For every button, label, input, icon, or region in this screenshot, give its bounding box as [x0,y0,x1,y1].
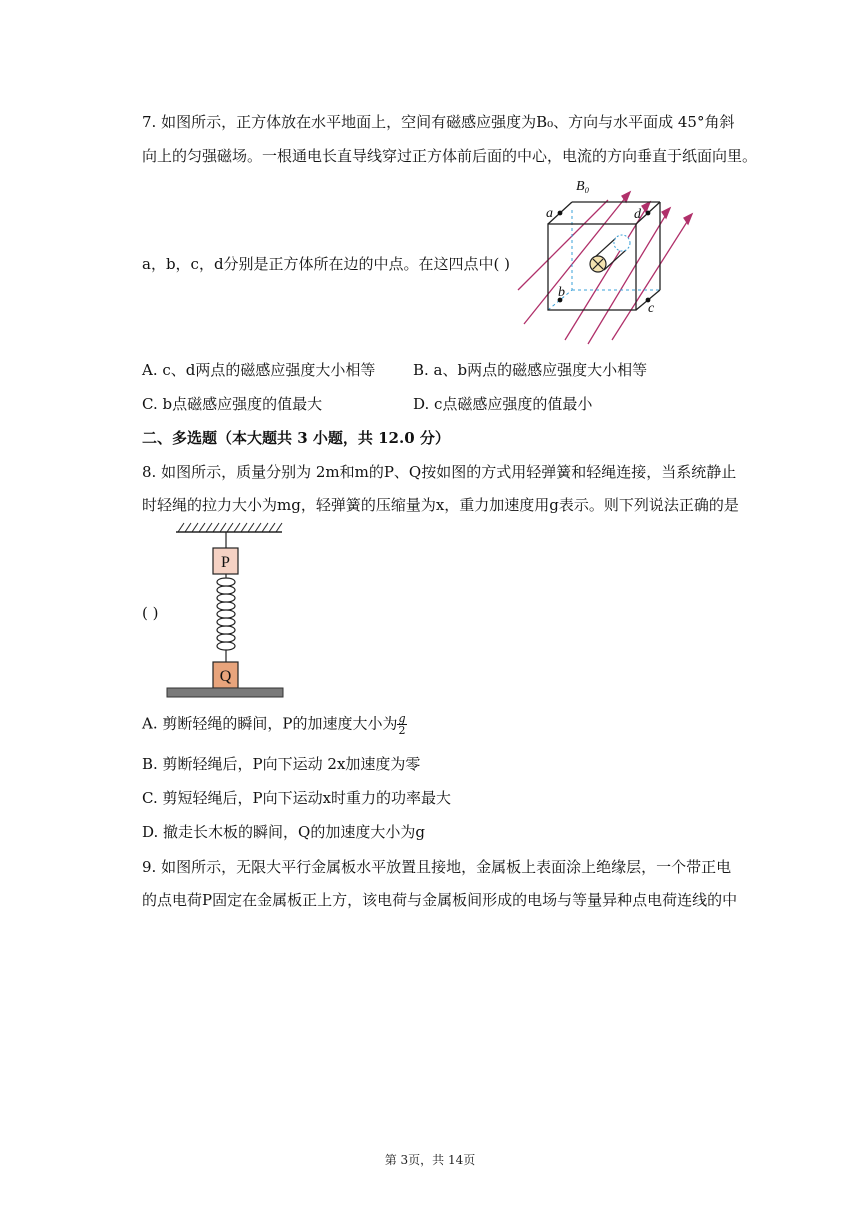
q7-option-d: D. c点磁感应强度的值最小 [413,395,593,413]
label-c: c [648,301,655,316]
fraction-g-over-2: $\frac{g}{2}$ [398,712,406,737]
q7-option-c: C. b点磁感应强度的值最大 [142,395,323,413]
q7-cube-figure [510,172,710,332]
q9-line-1: 9. 如图所示，无限大平行金属板水平放置且接地，金属板上表面涂上绝缘层，一个带正电 [142,858,732,876]
page-footer: 第 3页，共 14页 [384,1153,476,1167]
q8-option-a [142,713,407,736]
block-q-label: Q [219,668,232,685]
section-heading: 二、多选题（本大题共 3 小题，共 12.0 分） [142,429,450,447]
q9-line-2: 的点电荷P固定在金属板正上方，该电荷与金属板间形成的电场与等量异种点电荷连线的中 [142,891,738,909]
q8-line-2: 时轻绳的拉力大小为mg，轻弹簧的压缩量为x，重力加速度用g表示。则下列说法正确的是 [142,496,739,514]
q7-option-a: A. c、d两点的磁感应强度大小相等 [142,361,376,379]
q7-line-1: 7. 如图所示，正方体放在水平地面上，空间有磁感应强度为B₀、方向与水平面成 45°角斜 [142,113,735,131]
q7-line-3: a，b，c，d分别是正方体所在边的中点。在这四点中( ) [142,255,511,273]
q7-line-2: 向上的匀强磁场。一根通电长直导线穿过正方体前后面的中心，电流的方向垂直于纸面向里。 [142,147,758,165]
point-a [558,211,563,216]
q8-option-a-text: A. 剪断轻绳的瞬间，P的加速度大小为 [142,714,398,733]
q8-option-c: C. 剪短轻绳后，P向下运动x时重力的功率最大 [142,789,452,807]
label-b: b [558,285,565,300]
q8-option-d: D. 撤走长木板的瞬间，Q的加速度大小为g [142,823,425,841]
point-d [646,211,651,216]
board [167,688,283,697]
q7-option-b: B. a、b两点的磁感应强度大小相等 [413,361,648,379]
q8-spring-figure [162,520,292,700]
spring [217,574,235,662]
q8-option-b: B. 剪断轻绳后，P向下运动 2x加速度为零 [142,755,421,773]
q8-paren: ( ) [142,604,159,622]
label-b0: B₀ [576,179,590,194]
label-d: d [634,207,641,222]
block-p-label: P [221,554,230,571]
ceiling [176,523,282,532]
q8-line-1: 8. 如图所示，质量分别为 2m和m的P、Q按如图的方式用轻弹簧和轻绳连接，当系统静止 [142,463,737,481]
label-a: a [546,206,553,221]
